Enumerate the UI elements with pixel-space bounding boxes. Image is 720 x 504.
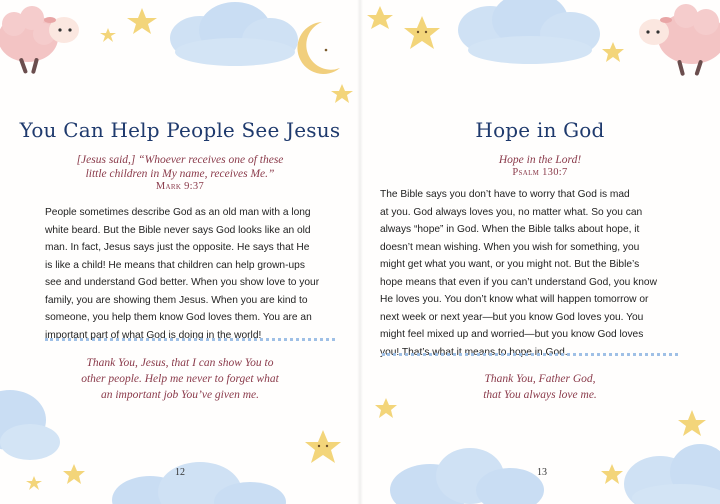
body-paragraph	[380, 186, 674, 361]
body-line: might feel mixed up and worried—but you know God loves	[380, 329, 644, 340]
dotted-divider	[382, 353, 678, 356]
right-page	[360, 0, 720, 504]
page-title: You Can Help People See Jesus	[19, 118, 341, 142]
body-line: someone, you help them know God loves them. You are an	[45, 312, 312, 323]
star-icon	[331, 84, 353, 103]
sheep-icon	[639, 4, 720, 76]
book-gutter	[357, 0, 363, 504]
dotted-divider	[45, 338, 335, 341]
body-line: at you. God always loves you, no matter what. So you can	[380, 206, 643, 218]
prayer-line: an important job You’ve given me.	[100, 389, 259, 401]
verse-reference: Mark 9:37	[155, 181, 204, 192]
top-decor-right	[360, 0, 720, 110]
body-line: hope means that even if you can’t understand God, you know	[380, 276, 657, 288]
star-icon	[305, 430, 341, 463]
body-line: see and understand God better. When you show love to your	[45, 277, 320, 288]
sheep-icon	[0, 6, 79, 74]
bottom-decor-right	[360, 380, 720, 504]
body-line: doesn’t mean wishing. When you wish for something, you	[380, 241, 640, 253]
prayer-line: other people. Help me never to forget what	[81, 373, 279, 385]
bottom-decor-left	[0, 380, 360, 504]
body-paragraph	[45, 204, 339, 344]
body-line: is like a child! He means that children can help grown-ups	[45, 259, 305, 271]
star-icon	[375, 398, 397, 418]
star-icon	[404, 16, 440, 49]
star-icon	[601, 464, 623, 484]
body-line: next week or next year—but you know God loves you. You	[380, 311, 644, 323]
prayer-line: Thank You, Father God,	[484, 373, 596, 385]
body-line: might get what you want, or you might not. But the Bible’s	[380, 259, 640, 270]
verse-reference: Psalm 130:7	[512, 167, 568, 178]
page-number: 13	[537, 467, 547, 478]
moon-icon	[297, 22, 340, 74]
cloud-icon	[390, 448, 544, 504]
star-icon	[63, 464, 85, 484]
star-icon	[602, 42, 624, 62]
body-line: He loves you. You don’t know what will happen tomorrow or	[380, 294, 649, 305]
page-title: Hope in God	[475, 118, 605, 142]
star-icon	[127, 8, 157, 34]
body-line: you! That’s what it means to hope in God.	[380, 346, 568, 358]
prayer-line: that You always love me.	[483, 389, 597, 401]
body-line: always “hope” in God. When the Bible talks about hope, it	[380, 224, 640, 235]
body-line: People sometimes describe God as an old man with a long	[45, 207, 311, 218]
body-line: family, you are showing them Jesus. When you are kind to	[45, 294, 308, 306]
star-icon	[678, 410, 706, 436]
verse-text-line: Hope in the Lord!	[498, 154, 582, 166]
cloud-icon	[170, 2, 298, 66]
page-number: 12	[175, 467, 185, 478]
cloud-icon	[624, 444, 720, 504]
verse-text-line: [Jesus said,] “Whoever receives one of these	[76, 154, 284, 166]
body-line: white beard. But the Bible never says God looks like an old	[45, 224, 311, 236]
verse-text-line: little children in My name, receives Me.”	[85, 168, 275, 180]
top-decor-left	[0, 0, 360, 110]
star-icon	[100, 28, 116, 42]
cloud-icon	[0, 390, 60, 460]
body-line: important part of what God is doing in the world!	[45, 329, 262, 341]
body-line: man. In fact, Jesus says just the opposite. He says that He	[45, 242, 310, 253]
cloud-icon	[458, 0, 600, 64]
star-icon	[26, 476, 42, 490]
body-line: The Bible says you don’t have to worry that God is mad	[380, 189, 630, 200]
prayer-line: Thank You, Jesus, that I can show You to	[86, 357, 274, 369]
star-icon	[367, 6, 393, 29]
